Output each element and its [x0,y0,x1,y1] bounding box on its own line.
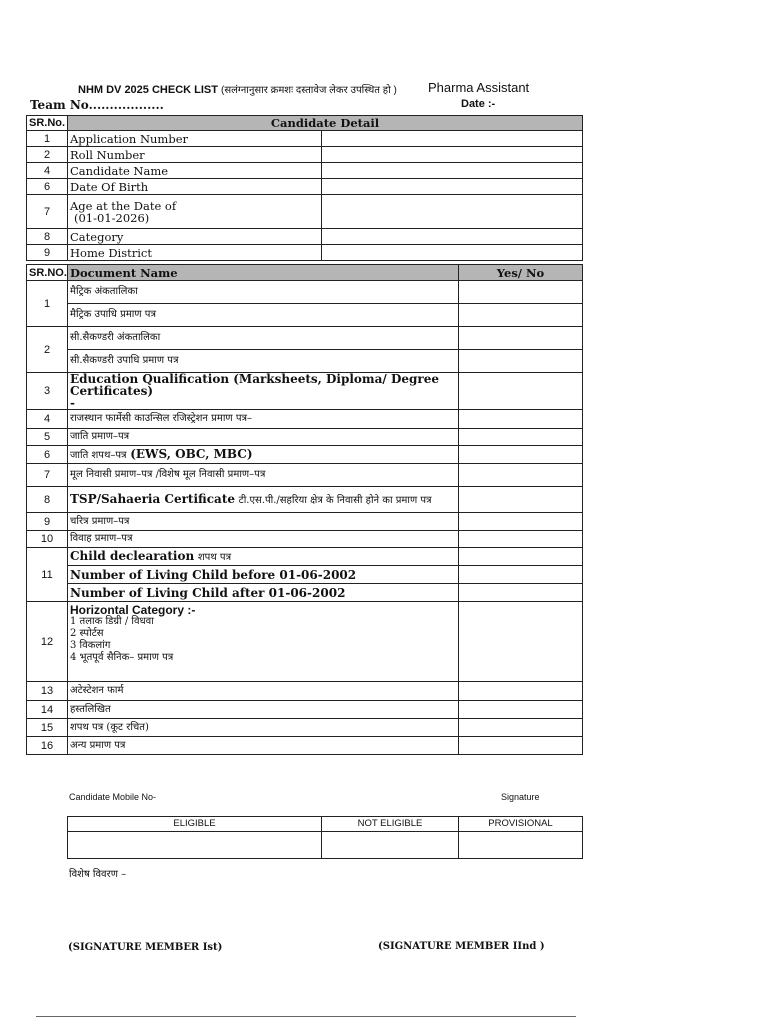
child-declaration-label: Child declearation [70,548,195,563]
result-value-row [68,832,583,859]
yes-no-header: Yes/ No [459,265,583,281]
yes-no-cell[interactable] [459,548,583,566]
post-name: Pharma Assistant [428,80,530,95]
row-label: शपथ पत्र (कूट रचित) [68,719,459,737]
child-declaration-hindi: शपथ पत्र [197,551,232,563]
row-sr: 7 [27,195,68,229]
row-sr: 5 [27,429,68,446]
table-row [27,131,583,147]
date-label: Date :- [461,98,496,110]
table-row [27,350,583,373]
education-suffix: - [70,396,75,410]
yes-no-cell[interactable] [459,566,583,584]
home-district-field[interactable] [322,245,583,261]
row-sr: 10 [27,531,68,548]
horizontal-item: 4 भूतपूर्व सैनिक– प्रमाण पत्र [70,652,174,663]
team-no: Team No.................. [30,98,164,112]
remarks-label: विशेष विवरण – [69,869,127,880]
row-label: मैट्रिक अंकतालिका [68,281,459,304]
row-label: विवाह प्रमाण–पत्र [68,531,459,548]
signature-member-2: (SIGNATURE MEMBER IInd ) [378,941,545,952]
yes-no-cell[interactable] [459,373,583,410]
row-label: Category [68,229,322,245]
row-label: अन्य प्रमाण पत्र [68,737,459,755]
eligible-cell[interactable] [68,832,322,859]
row-sr: 4 [27,410,68,429]
not-eligible-header: NOT ELIGIBLE [322,817,459,832]
table-row [27,327,583,350]
row-sr: 1 [27,281,68,327]
sr-no-header: SR.NO. [27,265,68,281]
row-sr: 4 [27,163,68,179]
row-sr: 14 [27,701,68,719]
table-row [27,566,583,584]
row-label: Number of Living Child before 01-06-2002 [68,566,459,584]
row-label [68,195,322,229]
sr-no-header: SR.No. [27,116,68,131]
row-sr: 6 [27,446,68,464]
candidate-header-row [27,116,583,131]
horizontal-item: 1 तलाक डिग्री / विधवा [70,616,154,627]
row-label: सी.सैकण्डरी उपाधि प्रमाण पत्र [68,350,459,373]
horizontal-category-title: Horizontal Category :- [70,603,196,617]
row-sr: 16 [27,737,68,755]
yes-no-cell[interactable] [459,429,583,446]
category-field[interactable] [322,229,583,245]
yes-no-cell[interactable] [459,281,583,304]
table-row [27,229,583,245]
not-eligible-cell[interactable] [322,832,459,859]
documents-table [26,264,583,755]
table-row [27,373,583,410]
age-label: Age at the Date of [70,198,177,213]
table-row [27,513,583,531]
row-sr: 9 [27,513,68,531]
roll-number-field[interactable] [322,147,583,163]
yes-no-cell[interactable] [459,410,583,429]
row-label: Roll Number [68,147,322,163]
yes-no-cell[interactable] [459,719,583,737]
row-label: सी.सैकण्डरी अंकतालिका [68,327,459,350]
yes-no-cell[interactable] [459,446,583,464]
table-row [27,429,583,446]
horizontal-item: 3 विकलांग [70,640,111,651]
tsp-hindi: टी.एस.पी./सहरिया क्षेत्र के निवासी होने का प्रमाण पत्र [238,494,432,506]
row-label: Home District [68,245,322,261]
table-row [27,602,583,682]
yes-no-cell[interactable] [459,513,583,531]
date-of-birth-field[interactable] [322,179,583,195]
row-sr: 12 [27,602,68,682]
horizontal-item: 2 स्पोर्टस [70,628,104,639]
yes-no-cell[interactable] [459,602,583,682]
table-row [27,737,583,755]
row-sr: 8 [27,229,68,245]
row-label [68,548,459,566]
row-sr: 13 [27,682,68,701]
row-sr: 8 [27,487,68,513]
row-label: मूल निवासी प्रमाण–पत्र /विशेष मूल निवासी प्रमाण–पत्र [68,464,459,487]
yes-no-cell[interactable] [459,304,583,327]
yes-no-cell[interactable] [459,350,583,373]
age-date: (01-01-2026) [74,210,150,225]
age-field[interactable] [322,195,583,229]
eligible-header: ELIGIBLE [68,817,322,832]
table-row [27,446,583,464]
row-label: Number of Living Child after 01-06-2002 [68,584,459,602]
yes-no-cell[interactable] [459,464,583,487]
provisional-cell[interactable] [459,832,583,859]
row-sr: 6 [27,179,68,195]
row-sr: 1 [27,131,68,147]
table-row [27,179,583,195]
documents-header-row [27,265,583,281]
row-sr: 9 [27,245,68,261]
table-row [27,410,583,429]
result-header-row [68,817,583,832]
row-label: Application Number [68,131,322,147]
checklist-title [78,82,397,96]
row-label: अटेस्टेशन फार्म [68,682,459,701]
application-number-field[interactable] [322,131,583,147]
candidate-detail-header: Candidate Detail [68,116,583,131]
table-row [27,245,583,261]
title-text: NHM DV 2025 CHECK LIST [78,84,218,96]
result-table [67,816,583,859]
table-row [27,531,583,548]
candidate-name-field[interactable] [322,163,583,179]
signature-label: Signature [501,792,540,802]
row-label [68,373,459,410]
row-label: राजस्थान फार्मेसी काउन्सिल रजिस्ट्रेशन प्रमाण पत्र– [68,410,459,429]
yes-no-cell[interactable] [459,531,583,548]
table-row [27,719,583,737]
caste-affidavit-categories: (EWS, OBC, MBC) [130,446,253,461]
table-row [27,584,583,602]
bottom-divider [36,1016,576,1017]
table-row [27,304,583,327]
yes-no-cell[interactable] [459,584,583,602]
yes-no-cell[interactable] [459,487,583,513]
row-sr: 2 [27,147,68,163]
row-label: जाति प्रमाण–पत्र [68,429,459,446]
table-row [27,487,583,513]
table-row [27,464,583,487]
row-label: Candidate Name [68,163,322,179]
row-label: चरित्र प्रमाण–पत्र [68,513,459,531]
yes-no-cell[interactable] [459,701,583,719]
document-name-header: Document Name [68,265,459,281]
table-row [27,147,583,163]
yes-no-cell[interactable] [459,327,583,350]
row-sr: 7 [27,464,68,487]
candidate-detail-table [26,115,583,261]
row-sr: 2 [27,327,68,373]
table-row [27,163,583,179]
candidate-mobile-label: Candidate Mobile No- [69,792,157,802]
table-row [27,195,583,229]
table-row [27,701,583,719]
table-row [27,548,583,566]
row-label [68,487,459,513]
caste-affidavit-label: जाति शपथ–पत्र [70,449,127,461]
row-label: मैट्रिक उपाधि प्रमाण पत्र [68,304,459,327]
yes-no-cell[interactable] [459,737,583,755]
education-label: Education Qualification (Marksheets, Diploma/ Degree Certificates) [70,372,439,398]
table-row [27,281,583,304]
yes-no-cell[interactable] [459,682,583,701]
title-note: (सलंग्नानुसार क्रमशः दस्तावेज लेकर उपस्थित हो ) [221,85,397,96]
signature-member-1: (SIGNATURE MEMBER Ist) [68,942,223,953]
row-label [68,446,459,464]
row-label [68,602,459,682]
provisional-header: PROVISIONAL [459,817,583,832]
row-sr: 3 [27,373,68,410]
table-row [27,682,583,701]
tsp-label: TSP/Sahaeria Certificate [70,491,236,506]
row-label: हस्तलिखित [68,701,459,719]
row-sr: 11 [27,548,68,602]
row-sr: 15 [27,719,68,737]
row-label: Date Of Birth [68,179,322,195]
